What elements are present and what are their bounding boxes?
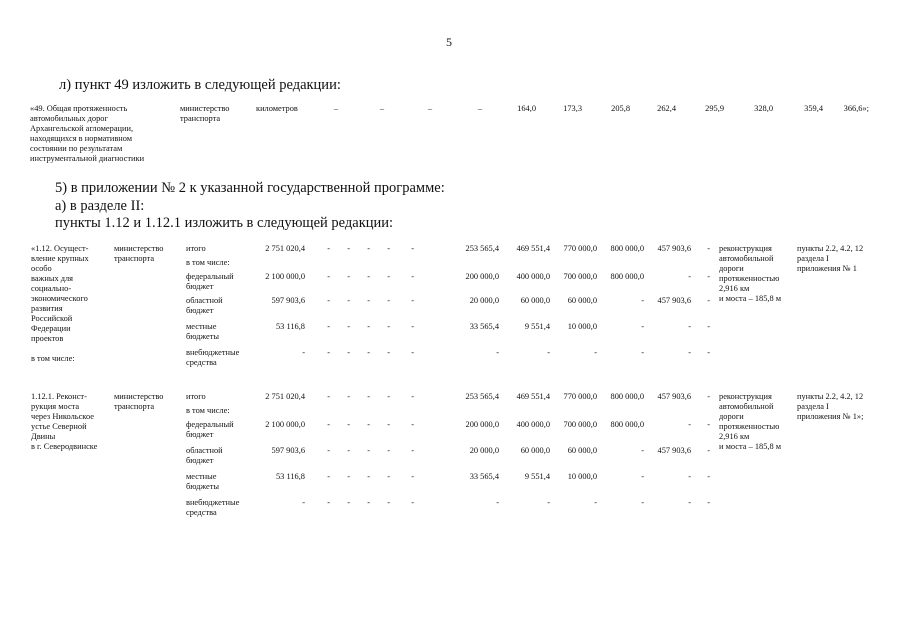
row49-value: 164,0 xyxy=(517,104,536,113)
budget-row-value: - xyxy=(688,322,691,331)
row49-value: 359,4 xyxy=(804,104,823,113)
budget-row-value: - xyxy=(387,472,390,481)
budget-row-label: внебюджетные средства xyxy=(186,348,240,367)
budget-row-value: - xyxy=(707,498,710,507)
budget-row-total: 2 100 000,0 xyxy=(265,272,305,281)
budget-row-value: - xyxy=(327,498,330,507)
budget-row-value: - xyxy=(707,472,710,481)
budget-row-value: - xyxy=(387,272,390,281)
budget-row-value: 700 000,0 xyxy=(563,420,597,429)
budget-row-label: итого xyxy=(186,244,206,253)
budget-row-value: - xyxy=(347,420,350,429)
budget-row-label: областной бюджет xyxy=(186,446,223,465)
block-reference: пункты 2.2, 4.2, 12 раздела I приложения № 1»; xyxy=(797,392,864,421)
budget-row-total: 2 751 020,4 xyxy=(265,392,305,401)
budget-row-value: - xyxy=(347,498,350,507)
budget-row-value: - xyxy=(688,420,691,429)
budget-row-value: 770 000,0 xyxy=(563,392,597,401)
budget-row-value: 469 551,4 xyxy=(516,392,550,401)
budget-row-value: - xyxy=(688,272,691,281)
row49-value: – xyxy=(477,104,482,113)
budget-row-label: местные бюджеты xyxy=(186,322,220,341)
budget-row-value: 10 000,0 xyxy=(567,322,597,331)
budget-row-value: - xyxy=(641,348,644,357)
row49-unit: километров xyxy=(256,104,298,113)
budget-row-value: - xyxy=(327,296,330,305)
budget-row-value: - xyxy=(641,498,644,507)
budget-row-label: местные бюджеты xyxy=(186,472,220,491)
budget-row-value: 200 000,0 xyxy=(465,272,499,281)
budget-row-value: 60 000,0 xyxy=(520,296,550,305)
section-a-heading: а) в разделе II: xyxy=(55,198,145,214)
budget-row-label: внебюджетные средства xyxy=(186,498,240,517)
budget-row-label: итого xyxy=(186,392,206,401)
budget-row-value: - xyxy=(367,296,370,305)
budget-row-value: - xyxy=(496,498,499,507)
budget-row-value: - xyxy=(707,244,710,253)
budget-row-value: - xyxy=(347,272,350,281)
budget-row-value: 800 000,0 xyxy=(610,272,644,281)
budget-row-label: федеральный бюджет xyxy=(186,420,234,439)
budget-row-value: - xyxy=(641,322,644,331)
page-number: 5 xyxy=(446,35,452,49)
row49-value: 205,8 xyxy=(611,104,630,113)
row49-value: 328,0 xyxy=(754,104,773,113)
budget-row-value: - xyxy=(411,446,414,455)
row49-value: 262,4 xyxy=(657,104,676,113)
row49-value: – xyxy=(427,104,432,113)
budget-row-value: - xyxy=(327,322,330,331)
budget-row-value: - xyxy=(367,322,370,331)
row49-value: 295,9 xyxy=(705,104,724,113)
budget-row-value: - xyxy=(707,392,710,401)
budget-row-value: - xyxy=(367,244,370,253)
budget-row-value: 20 000,0 xyxy=(469,296,499,305)
budget-row-value: - xyxy=(594,348,597,357)
budget-row-value: - xyxy=(547,498,550,507)
budget-row-value: - xyxy=(411,392,414,401)
budget-row-value: - xyxy=(367,392,370,401)
budget-row-value: - xyxy=(347,392,350,401)
budget-row-value: - xyxy=(387,348,390,357)
budget-row-value: - xyxy=(327,420,330,429)
row49-value: 366,6»; xyxy=(843,104,869,113)
budget-row-value: - xyxy=(707,272,710,281)
budget-row-value: - xyxy=(367,420,370,429)
budget-row-value: 10 000,0 xyxy=(567,472,597,481)
budget-row-value: 33 565,4 xyxy=(469,472,499,481)
budget-row-value: - xyxy=(641,296,644,305)
budget-row-value: - xyxy=(387,392,390,401)
budget-row-value: - xyxy=(347,244,350,253)
budget-row-value: - xyxy=(367,272,370,281)
row49-ministry: министерство транспорта xyxy=(180,104,230,123)
budget-row-value: 9 551,4 xyxy=(524,322,550,331)
budget-row-value: - xyxy=(327,244,330,253)
budget-row-total: 53 116,8 xyxy=(275,472,305,481)
budget-row-label: областной бюджет xyxy=(186,296,223,315)
budget-row-value: - xyxy=(411,244,414,253)
block-result: реконструкция автомобильной дороги протяженностью 2,916 км и моста – 185,8 м xyxy=(719,392,782,451)
block-ministry: министерство транспорта xyxy=(114,392,164,411)
budget-row-label: федеральный бюджет xyxy=(186,272,234,291)
budget-row-value: 9 551,4 xyxy=(524,472,550,481)
budget-row-value: 457 903,6 xyxy=(657,392,691,401)
budget-row-value: - xyxy=(707,348,710,357)
budget-row-total: - xyxy=(302,498,305,507)
budget-row-value: - xyxy=(688,348,691,357)
budget-row-value: - xyxy=(688,498,691,507)
budget-row-total: 2 100 000,0 xyxy=(265,420,305,429)
budget-row-value: - xyxy=(707,322,710,331)
budget-row-value: 800 000,0 xyxy=(610,420,644,429)
block-reference: пункты 2.2, 4.2, 12 раздела I приложения № 1 xyxy=(797,244,864,273)
budget-row-value: - xyxy=(387,296,390,305)
section-5-heading: 5) в приложении № 2 к указанной государственной программе: xyxy=(55,180,445,196)
budget-row-value: - xyxy=(411,348,414,357)
budget-row-value: 770 000,0 xyxy=(563,244,597,253)
budget-row-value: 457 903,6 xyxy=(657,244,691,253)
budget-row-value: - xyxy=(327,272,330,281)
budget-row-value: 700 000,0 xyxy=(563,272,597,281)
budget-row-value: - xyxy=(387,420,390,429)
budget-row-value: 400 000,0 xyxy=(516,420,550,429)
block-name: «1.12. Осущест- вление крупных особо важных для социально- экономического развития Российской Федерации проектов в том числе: xyxy=(31,244,89,363)
budget-row-value: 253 565,4 xyxy=(465,392,499,401)
budget-row-value: - xyxy=(367,472,370,481)
budget-row-value: - xyxy=(707,420,710,429)
budget-row-value: 60 000,0 xyxy=(567,446,597,455)
row49-name: «49. Общая протяженность автомобильных дорог Архангельской агломерации, находящихся в нормативном состоянии по результатам инструментальной диагностики xyxy=(30,104,145,163)
block-name: 1.12.1. Реконст- рукция моста через Никольское устье Северной Двины в г. Северодвинске xyxy=(31,392,98,451)
budget-row-label: в том числе: xyxy=(186,258,230,267)
budget-row-value: - xyxy=(327,392,330,401)
budget-row-value: - xyxy=(411,420,414,429)
budget-row-value: - xyxy=(367,348,370,357)
budget-row-value: 200 000,0 xyxy=(465,420,499,429)
budget-row-total: 2 751 020,4 xyxy=(265,244,305,253)
budget-row-value: - xyxy=(594,498,597,507)
budget-row-total: 597 903,6 xyxy=(271,446,305,455)
budget-row-total: - xyxy=(302,348,305,357)
row49-value: 173,3 xyxy=(563,104,582,113)
budget-row-value: 20 000,0 xyxy=(469,446,499,455)
budget-row-value: - xyxy=(496,348,499,357)
budget-row-value: - xyxy=(347,322,350,331)
budget-row-total: 597 903,6 xyxy=(271,296,305,305)
budget-row-value: - xyxy=(641,446,644,455)
budget-row-value: 60 000,0 xyxy=(567,296,597,305)
budget-row-value: - xyxy=(387,322,390,331)
budget-row-value: - xyxy=(327,472,330,481)
budget-row-value: 253 565,4 xyxy=(465,244,499,253)
budget-row-value: 400 000,0 xyxy=(516,272,550,281)
budget-row-value: - xyxy=(367,446,370,455)
budget-row-value: - xyxy=(347,446,350,455)
budget-row-value: - xyxy=(387,446,390,455)
budget-row-label: в том числе: xyxy=(186,406,230,415)
budget-row-value: 457 903,6 xyxy=(657,296,691,305)
block-result: реконструкция автомобильной дороги протяженностью 2,916 км и моста – 185,8 м xyxy=(719,244,782,303)
budget-row-value: - xyxy=(327,446,330,455)
block-ministry: министерство транспорта xyxy=(114,244,164,263)
budget-row-value: - xyxy=(411,296,414,305)
budget-row-value: - xyxy=(641,472,644,481)
budget-row-value: - xyxy=(688,472,691,481)
budget-row-value: - xyxy=(411,322,414,331)
row49-value: – xyxy=(333,104,338,113)
budget-row-value: - xyxy=(707,446,710,455)
budget-row-value: - xyxy=(327,348,330,357)
budget-row-value: - xyxy=(367,498,370,507)
budget-row-value: 60 000,0 xyxy=(520,446,550,455)
budget-row-value: - xyxy=(707,296,710,305)
budget-row-value: 33 565,4 xyxy=(469,322,499,331)
section-l-heading: л) пункт 49 изложить в следующей редакции: xyxy=(59,77,341,93)
budget-row-value: 800 000,0 xyxy=(610,392,644,401)
budget-row-value: - xyxy=(387,498,390,507)
budget-row-value: 457 903,6 xyxy=(657,446,691,455)
budget-row-value: - xyxy=(347,296,350,305)
budget-row-value: - xyxy=(411,272,414,281)
budget-row-value: - xyxy=(547,348,550,357)
budget-row-value: - xyxy=(347,348,350,357)
budget-row-value: 800 000,0 xyxy=(610,244,644,253)
budget-row-value: - xyxy=(411,472,414,481)
budget-row-value: - xyxy=(347,472,350,481)
points-heading: пункты 1.12 и 1.12.1 изложить в следующей редакции: xyxy=(55,215,394,231)
row49-value: – xyxy=(379,104,384,113)
budget-row-value: - xyxy=(411,498,414,507)
budget-row-total: 53 116,8 xyxy=(275,322,305,331)
budget-row-value: - xyxy=(387,244,390,253)
budget-row-value: 469 551,4 xyxy=(516,244,550,253)
